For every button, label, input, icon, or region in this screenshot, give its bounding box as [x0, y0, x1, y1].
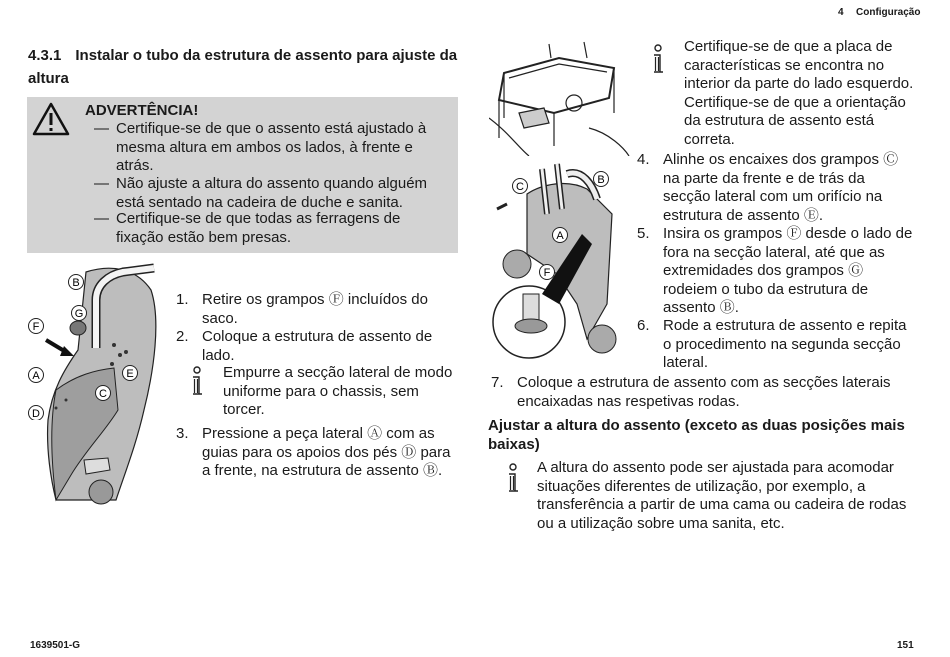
- page-number: 151: [897, 640, 914, 651]
- note-right-bottom: A altura do assento pode ser ajustada para acomodar situações diferentes de utilização, por exemplo, a transferência a partir de uma cama ou cadeira de rodas ou a utilização sobre uma sanita, etc.: [537, 459, 907, 532]
- label-g: G: [74, 308, 84, 320]
- warning-title: ADVERTÊNCIA!: [85, 102, 199, 119]
- label-c: C: [516, 181, 524, 193]
- figure-left-labels: [28, 270, 148, 420]
- label-b: B: [597, 174, 605, 186]
- label-f: F: [32, 321, 40, 333]
- info-icon: [190, 366, 204, 398]
- label-d: D: [32, 408, 40, 420]
- section-number: 4.3.1: [28, 47, 62, 64]
- label-a: A: [556, 230, 564, 242]
- step-item: 6. Rode a estrutura de assento e repita o procedimento na segunda secção lateral.: [637, 317, 907, 372]
- document-number: 1639501-G: [30, 640, 81, 651]
- step-item: 5. Insira os grampos Ⓕ desde o lado de fora na secção lateral, até que as extremidades dos grampos Ⓖ rodeiem o tubo da estrutura de assento Ⓑ.: [637, 225, 913, 317]
- chapter-title: Configuração: [856, 7, 921, 18]
- step-item: 2. Coloque a estrutura de assento de lado.: [176, 328, 433, 364]
- step-item: 1. Retire os grampos Ⓕ incluídos do saco.: [176, 291, 428, 327]
- note-left: Empurre a secção lateral de modo uniforme para o chassis, sem torcer.: [223, 364, 453, 419]
- label-f: F: [543, 267, 551, 279]
- info-icon: [651, 44, 665, 76]
- warning-item: — Certifique-se de que todas as ferragens de fixação estão bem presas.: [94, 210, 401, 246]
- chapter-number: 4: [838, 7, 844, 18]
- section-title: Instalar o tubo da estrutura de assento para ajuste da altura: [28, 47, 458, 87]
- figure-right-top-illustration: [489, 38, 634, 156]
- figure-right-labels: [505, 170, 625, 285]
- section-heading: [28, 44, 458, 90]
- label-e: E: [126, 368, 134, 380]
- warning-triangle-icon: [32, 102, 70, 136]
- step-item: 3. Pressione a peça lateral Ⓐ com as guias para os apoios dos pés Ⓓ para a frente, na estrutura de assento Ⓑ.: [176, 425, 451, 480]
- note-right-top: Certifique-se de que a placa de características se encontra no interior da parte do lado esquerdo. Certifique-se de que a orientação da estrutura de assento está correta.: [684, 38, 914, 148]
- label-c: C: [99, 388, 107, 400]
- warning-item: — Não ajuste a altura do assento quando alguém está sentado na cadeira de duche e sanita.: [94, 175, 428, 211]
- label-a: A: [32, 370, 40, 382]
- label-b: B: [72, 277, 80, 289]
- subsection-heading: Ajustar a altura do assento (exceto as duas posições mais baixas): [488, 417, 905, 453]
- step-item: 4. Alinhe os encaixes dos grampos Ⓒ na parte da frente e de trás da secção lateral com um orifício na estrutura de assento Ⓔ.: [637, 151, 899, 224]
- warning-item: — Certifique-se de que o assento está ajustado à mesma altura em ambos os lados, à frente e atrás.: [94, 120, 427, 175]
- info-icon: [506, 463, 520, 495]
- step-item: 7. Coloque a estrutura de assento com as secções laterais encaixadas nas respetivas rodas.: [491, 374, 891, 410]
